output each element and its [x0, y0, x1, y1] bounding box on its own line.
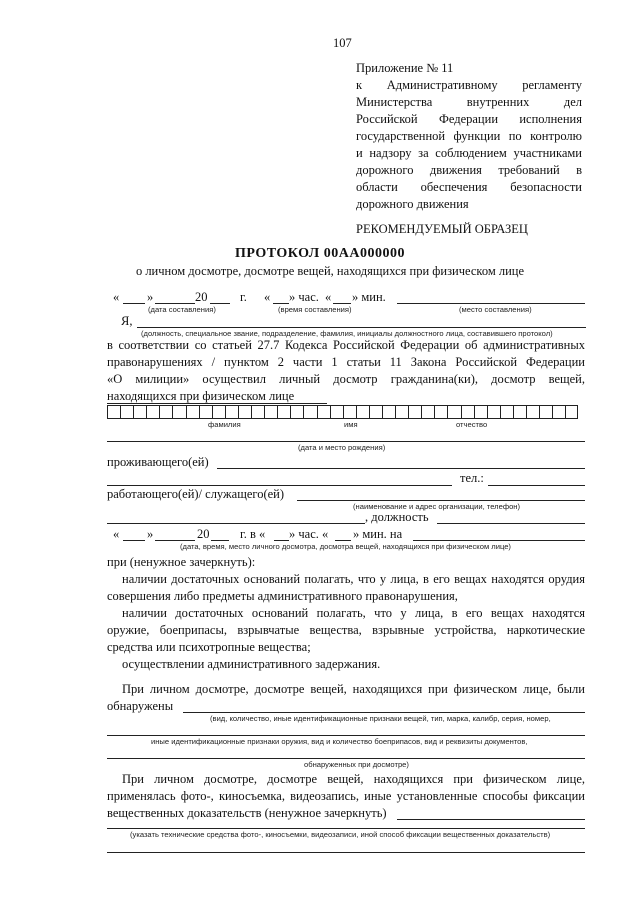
month-field[interactable] [155, 303, 195, 304]
minute-field-2[interactable] [335, 540, 351, 541]
quote-open: « [113, 290, 120, 304]
caption-name: имя [344, 420, 358, 429]
working-field[interactable] [297, 500, 585, 501]
fixation-field-2[interactable] [107, 828, 585, 829]
quote-open-2: « [113, 527, 120, 541]
name-cell[interactable] [500, 405, 513, 419]
legal-text-line: находящихся при физическом лице [107, 389, 295, 403]
sample-label: РЕКОМЕНДУЕМЫЙ ОБРАЗЕЦ [356, 222, 528, 236]
name-cell[interactable] [395, 405, 408, 419]
found-line-2: обнаружены [107, 699, 174, 713]
name-cell[interactable] [277, 405, 290, 419]
name-cell[interactable] [434, 405, 447, 419]
appendix-line: дорожного движения требований в [356, 163, 582, 177]
appendix-line: государственной функции по контролю [356, 129, 582, 143]
name-cell[interactable] [369, 405, 382, 419]
name-cell[interactable] [264, 405, 277, 419]
ground-1: наличии достаточных оснований полагать, что у лица, в его вещах находятся орудия [122, 572, 585, 586]
appendix-line: дорожного движения [356, 197, 469, 211]
appendix-line: области обеспечения безопасности [356, 180, 582, 194]
legal-text-line: «О милиции» осуществил личный досмотр гражданина(ки), досмотр вещей, [107, 372, 585, 386]
name-cell[interactable] [461, 405, 474, 419]
fixation-line-3: вещественных доказательств (ненужное зачеркнуть) [107, 806, 387, 820]
name-cell[interactable] [447, 405, 460, 419]
caption-found-by: обнаруженных при досмотре) [304, 760, 409, 769]
name-cell[interactable] [212, 405, 225, 419]
year-field[interactable] [210, 303, 230, 304]
name-cell[interactable] [120, 405, 133, 419]
official-field[interactable] [137, 327, 586, 328]
caption-search-time: (дата, время, место личного досмотра, досмотра вещей, находящихся при физическом лице) [180, 542, 511, 551]
min-quote-open: « [325, 290, 332, 304]
fixation-line-1: При личном досмотре, досмотре вещей, находящихся при физическом лице, [122, 772, 585, 786]
caption-patronymic: отчество [456, 420, 488, 429]
name-cell[interactable] [565, 405, 578, 419]
phone-label: тел.: [460, 471, 484, 485]
minute-field[interactable] [333, 303, 351, 304]
caption-surname: фамилия [208, 420, 241, 429]
caption-birth: (дата и место рождения) [298, 443, 386, 452]
day-field-2[interactable] [123, 540, 145, 541]
birth-field[interactable] [107, 441, 585, 442]
year-suffix: г. [240, 290, 247, 304]
year-suffix-2: г. в « [240, 527, 266, 541]
name-cell[interactable] [133, 405, 146, 419]
name-cell[interactable] [303, 405, 316, 419]
caption-org: (наименование и адрес организации, телефон) [353, 502, 521, 511]
fixation-line-2: применялась фото-, киносъемка, видеозапись, иные установленные способы фиксации [107, 789, 585, 803]
name-cell[interactable] [552, 405, 565, 419]
appendix-line: к Административному регламенту [356, 78, 582, 92]
name-cell[interactable] [159, 405, 172, 419]
hour-field-2[interactable] [274, 540, 289, 541]
name-cell[interactable] [186, 405, 199, 419]
appendix-line: Министерства внутренних дел [356, 95, 582, 109]
protocol-subtitle: о личном досмотре, досмотре вещей, находящихся при физическом лице [135, 264, 525, 278]
found-field-3[interactable] [107, 758, 585, 759]
grounds-intro: при (ненужное зачеркнуть): [107, 555, 256, 569]
quote-close-2: » [147, 527, 154, 541]
name-cell[interactable] [251, 405, 264, 419]
name-cell[interactable] [513, 405, 526, 419]
found-field-1[interactable] [183, 712, 585, 713]
hour-label-2: » час. « [289, 527, 329, 541]
appendix-line: и надзору за соблюдением участниками [356, 146, 582, 160]
name-cell[interactable] [146, 405, 159, 419]
year-prefix: 20 [195, 290, 208, 304]
page-number: 107 [333, 36, 352, 50]
day-field[interactable] [123, 303, 145, 304]
ground-3: осуществлении административного задержания. [122, 657, 381, 671]
appendix-title: Приложение № 11 [356, 61, 454, 75]
name-cell[interactable] [526, 405, 539, 419]
residing-field[interactable] [217, 468, 585, 469]
fixation-field-1[interactable] [397, 819, 585, 820]
name-cell[interactable] [356, 405, 369, 419]
org-field-2[interactable] [107, 523, 365, 524]
protocol-title: ПРОТОКОЛ 00АА000000 [235, 246, 405, 261]
name-cell[interactable] [474, 405, 487, 419]
appendix-line: Российской Федерации исполнения [356, 112, 582, 126]
ground-2: наличии достаточных оснований полагать, что у лица, в его вещах находятся [122, 606, 585, 620]
name-cell[interactable] [290, 405, 303, 419]
name-cell[interactable] [408, 405, 421, 419]
name-cell[interactable] [382, 405, 395, 419]
legal-text-line: в соответствии со статьей 27.7 Кодекса Российской Федерации об административных [107, 338, 585, 352]
name-cell[interactable] [317, 405, 330, 419]
name-cell[interactable] [343, 405, 356, 419]
ya-label: Я, [121, 314, 133, 328]
ground-2-cont: оружие, боеприпасы, взрывчатые вещества, взрывные устройства, наркотические [107, 623, 585, 637]
position-field[interactable] [437, 523, 585, 524]
caption-time-composed: (время составления) [278, 305, 352, 314]
hour-field[interactable] [273, 303, 289, 304]
hour-label: » час. [289, 290, 319, 304]
caption-official: (должность, специальное звание, подразделение, фамилия, инициалы должностного лица, составившего протокол) [141, 329, 553, 338]
hour-quote-open: « [264, 290, 271, 304]
fixation-field-3[interactable] [107, 852, 585, 853]
name-cell[interactable] [421, 405, 434, 419]
name-cell[interactable] [225, 405, 238, 419]
residing-label: проживающего(ей) [107, 455, 209, 469]
name-cell[interactable] [330, 405, 343, 419]
address-field-2[interactable] [107, 485, 452, 486]
legal-text-line: правонарушениях / пунктом 2 части 1 статьи 11 Закона Российской Федерации [107, 355, 585, 369]
min-label-2: » мин. на [353, 527, 403, 541]
working-label: работающего(ей)/ служащего(ей) [107, 487, 285, 501]
found-line-1: При личном досмотре, досмотре вещей, находящихся при физическом лице, были [122, 682, 585, 696]
name-cell[interactable] [487, 405, 500, 419]
name-cell[interactable] [172, 405, 185, 419]
legal-underline [107, 403, 327, 404]
caption-date-composed: (дата составления) [148, 305, 216, 314]
quote-close: » [147, 290, 154, 304]
search-place-field[interactable] [413, 540, 585, 541]
name-cell[interactable] [107, 405, 120, 419]
found-field-2[interactable] [107, 735, 585, 736]
ground-1-cont: совершения либо предметы административного правонарушения, [107, 589, 458, 603]
phone-field[interactable] [488, 485, 585, 486]
place-field[interactable] [397, 303, 585, 304]
name-cell[interactable] [238, 405, 251, 419]
name-cell[interactable] [199, 405, 212, 419]
year-field-2[interactable] [211, 540, 229, 541]
position-label: , должность [365, 510, 429, 524]
caption-place-composed: (место составления) [459, 305, 532, 314]
caption-items-found: (вид, количество, иные идентификационные признаки вещей, тип, марка, калибр, серия, номер, [210, 714, 551, 723]
caption-weapons: иные идентификационные признаки оружия, вид и количество боеприпасов, вид и реквизиты документов, [151, 737, 528, 746]
caption-tech-means: (указать технические средства фото-, киносъемки, видеозаписи, иной способ фиксации вещественных доказательств) [130, 830, 551, 839]
min-label: » мин. [352, 290, 386, 304]
year-prefix-2: 20 [197, 527, 210, 541]
month-field-2[interactable] [155, 540, 195, 541]
name-cells[interactable] [107, 405, 578, 419]
name-cell[interactable] [539, 405, 552, 419]
ground-2-cont2: средства или психотропные вещества; [107, 640, 311, 654]
